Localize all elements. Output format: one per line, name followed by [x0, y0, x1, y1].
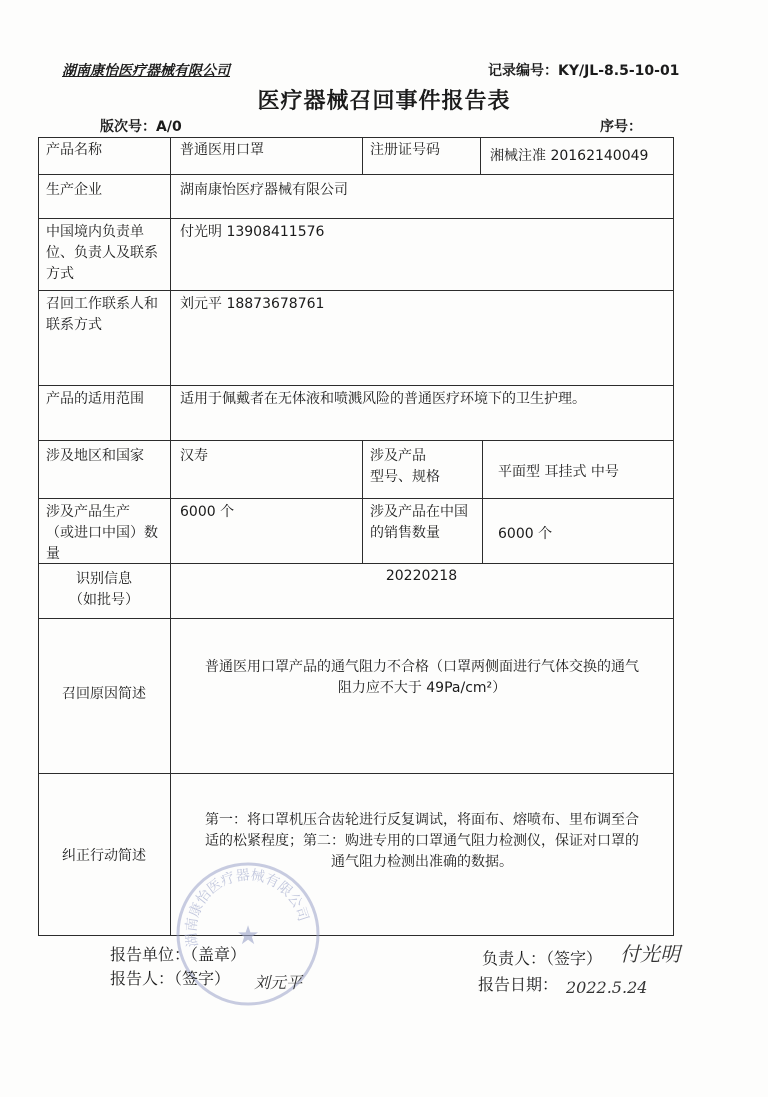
- seal-text: 湖南康怡医疗器械有限公司: [183, 867, 312, 948]
- produced-qty-label: 涉及产品生产 （或进口中国）数 量: [46, 504, 158, 562]
- reporter-label: 报告人：（签字）: [110, 969, 231, 988]
- product-name-label: 产品名称: [46, 142, 102, 158]
- reg-no-value: 湘械注准 20162140049: [490, 148, 649, 164]
- reg-no-label: 注册证号码: [370, 142, 440, 158]
- domestic-contact-label: 中国境内负责单 位、负责人及联系 方式: [46, 224, 158, 282]
- action-label: 纠正行动简述: [62, 848, 146, 864]
- report-unit-label: 报告单位：（盖章）: [110, 945, 247, 964]
- ident-value: 20220218: [385, 568, 458, 584]
- scope-value: 适用于佩戴者在无体液和喷溅风险的普通医疗环境下的卫生护理。: [180, 391, 586, 407]
- region-label: 涉及地区和国家: [46, 448, 144, 464]
- svg-text:★: ★: [236, 921, 260, 951]
- responsible-signature: 付光明: [620, 942, 680, 966]
- manufacturer-value: 湖南康怡医疗器械有限公司: [180, 182, 348, 198]
- company-name: 湖南康怡医疗器械有限公司: [62, 63, 230, 79]
- scope-label: 产品的适用范围: [46, 391, 144, 407]
- recall-contact-label: 召回工作联系人和 联系方式: [46, 296, 158, 333]
- report-date-label: 报告日期：: [478, 975, 559, 994]
- action-value: 第一：将口罩机压合齿轮进行反复调试，将面布、熔喷布、里布调至合 适的松紧程度；第二：购进专用的口罩通气阻力检测仪，保证对口罩的 通气阻力检测出准确的数据。: [205, 812, 639, 870]
- reason-value: 普通医用口罩产品的通气阻力不合格（口罩两侧面进行气体交换的通气 阻力应不大于 49Pa/cm²）: [205, 659, 639, 696]
- region-value: 汉寿: [180, 448, 208, 464]
- form-title: 医疗器械召回事件报告表: [257, 89, 511, 114]
- sold-qty-label: 涉及产品在中国 的销售数量: [370, 504, 468, 541]
- produced-qty-value: 6000 个: [180, 504, 235, 520]
- responsible-label: 负责人：（签字）: [482, 949, 603, 968]
- sold-qty-value: 6000 个: [498, 526, 553, 542]
- reporter-signature: 刘元平: [254, 973, 303, 992]
- recall-contact-value: 刘元平 18873678761: [180, 296, 325, 312]
- reason-label: 召回原因简述: [62, 686, 146, 702]
- manufacturer-label: 生产企业: [46, 182, 102, 198]
- model-label: 涉及产品 型号、规格: [370, 448, 440, 485]
- serial-label: 序号：: [600, 119, 642, 135]
- record-number: 记录编号：KY/JL-8.5-10-01: [488, 63, 680, 79]
- product-name-value: 普通医用口罩: [180, 142, 264, 158]
- ident-label: 识别信息 （如批号）: [69, 571, 139, 608]
- model-value: 平面型 耳挂式 中号: [498, 464, 619, 480]
- report-date-value: 2022.5.24: [566, 978, 648, 997]
- version-number: 版次号：A/0: [100, 119, 182, 135]
- domestic-contact-value: 付光明 13908411576: [180, 224, 325, 240]
